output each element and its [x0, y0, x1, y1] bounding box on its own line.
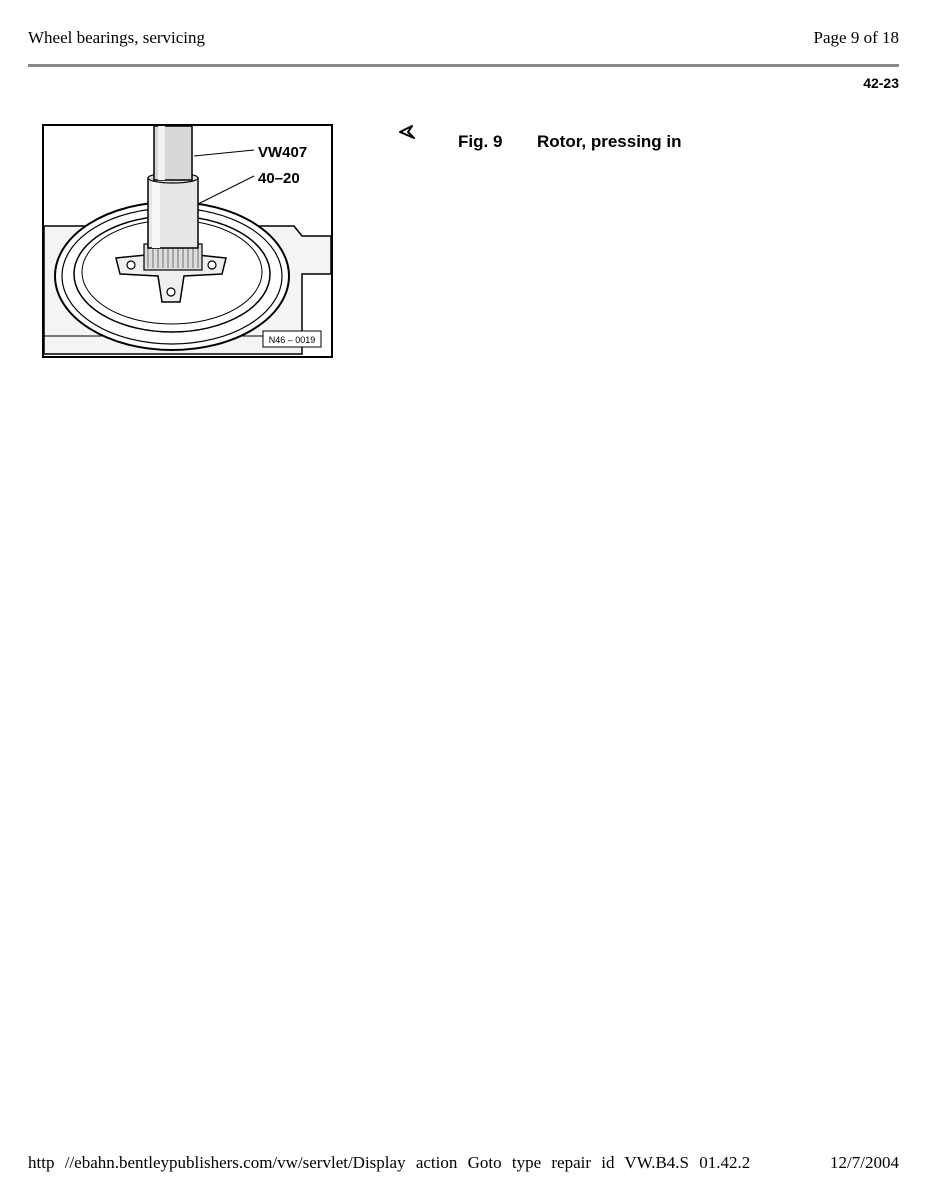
figure-number: Fig. 9: [458, 132, 503, 151]
callout-vw407: VW407: [258, 144, 308, 161]
document-title: Wheel bearings, servicing: [28, 28, 206, 47]
section-number: 42-23: [863, 75, 899, 91]
callout-40-20: 40–20: [258, 170, 300, 187]
page-indicator: Page 9 of 18: [813, 28, 899, 47]
figure-caption: Rotor, pressing in: [537, 132, 682, 151]
footer-url: http //ebahn.bentleypublishers.com/vw/servlet/Display action Goto type repair id VW.B4.S 01.42.2: [28, 1153, 751, 1172]
technical-illustration: [42, 124, 333, 358]
header-divider: [28, 64, 899, 67]
footer-date: 12/7/2004: [830, 1153, 899, 1172]
pointer-arrow-icon: [398, 124, 416, 140]
image-reference: N46 – 0019: [268, 335, 316, 345]
